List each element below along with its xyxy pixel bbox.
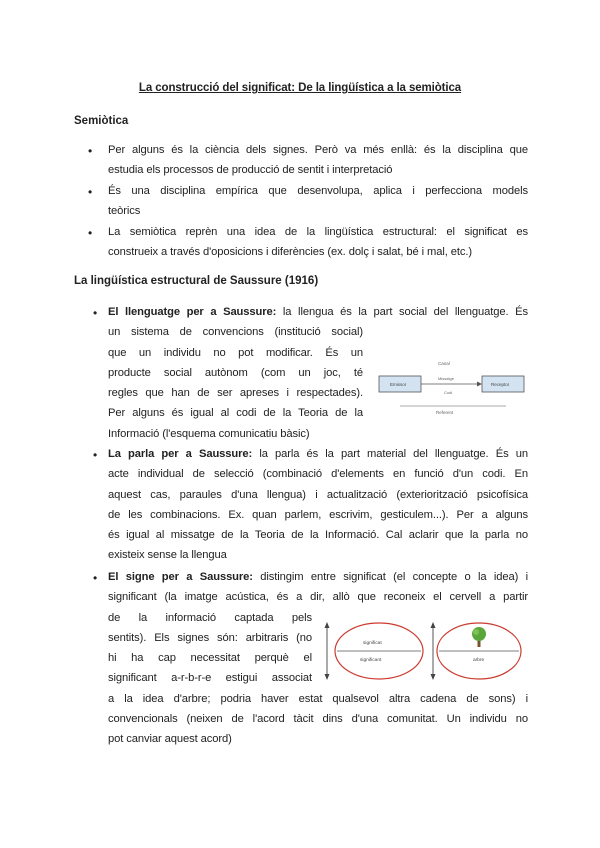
bullet-paragraph — [108, 222, 528, 263]
text-run: la llengua és la part social del llenguatge. És — [276, 306, 528, 318]
text-line: significant a-r-b-r-e estigui associat — [108, 672, 312, 685]
text-line: acte individual de selecció (combinació d'elements en funció d'un codi. En — [108, 468, 528, 481]
text-line: és igual al missatge de la Teoria de la Informació. Cal aclarir que la parla no — [108, 529, 528, 542]
tree-icon — [472, 627, 486, 647]
bold-term: El signe per a Saussure: — [108, 571, 253, 583]
wrapped-paragraph — [108, 608, 312, 689]
emitter-label: Emissor — [390, 382, 407, 387]
sign-diagram-left — [325, 622, 424, 680]
text-line — [108, 567, 528, 587]
text-line — [108, 444, 528, 464]
text-run: distingim entre significat (el concepte o la idea) i — [252, 571, 528, 583]
text-line: La semiòtica reprèn una idea de la lingüística estructural: el significat es — [108, 226, 528, 238]
message-label: Missatge — [438, 376, 455, 381]
text-line: regles que han de ser apreses i respectades). — [108, 387, 363, 400]
wrapped-paragraph — [108, 322, 363, 444]
bullet-icon: • — [88, 226, 93, 240]
bullet-paragraph — [108, 140, 528, 181]
bullet-icon: • — [93, 306, 98, 320]
text-line: construeix a través d'oposicions i diferències (ex. dolç i salat, bé i mal, etc.) — [108, 246, 473, 259]
text-line: de la informació captada pels — [108, 611, 312, 624]
text-line: sentits). Els signes són: arbitraris (no — [108, 631, 312, 644]
text-line: Per alguns és la ciència dels signes. Però va més enllà: és la disciplina que — [108, 144, 528, 156]
text-line: pot canviar aquest acord) — [108, 733, 232, 746]
text-line: de les combinacions. Ex. quan parlem, escrivim, gesticulem...). Per a alguns — [108, 508, 528, 521]
bullet-icon: • — [93, 571, 98, 585]
text-line: que un individu no pot modificar. És un — [108, 346, 363, 359]
text-line: aquest cas, paraules d'una llengua) i actualització (exteriorització psicofísica — [108, 488, 528, 501]
bullet-icon: • — [88, 144, 93, 158]
text-line: teòrics — [108, 205, 141, 218]
text-line: significant (la imatge acústica, és a dir, allò que reconeix el cervell a partir — [108, 591, 528, 604]
bullet-paragraph — [108, 181, 528, 222]
receiver-label: Receptor — [491, 382, 510, 387]
text-line: estudia els processos de producció de sentit i interpretació — [108, 164, 393, 177]
section-heading-saussure: La lingüística estructural de Saussure (1916) — [74, 275, 319, 287]
sign-diagram-right — [431, 622, 522, 680]
bullet-paragraph-parla — [108, 444, 528, 566]
page-title: La construcció del significat: De la lingüística a la semiòtica — [138, 82, 462, 94]
bullet-icon: • — [88, 185, 93, 199]
diagram-top-label: Canal — [438, 361, 450, 366]
arrow-head — [431, 674, 436, 680]
code-label: Codi — [444, 390, 453, 395]
sign-diagram — [319, 614, 529, 686]
tree-word-label: arbre — [473, 658, 485, 663]
bold-term: El llenguatge per a Saussure: — [108, 306, 277, 318]
text-line: existeix sense la llengua — [108, 549, 227, 562]
text-line: hi ha cap necessitat perquè el — [108, 652, 312, 665]
arrow-head — [477, 382, 482, 387]
text-line: És una disciplina empírica que desenvolupa, aplica i perfecciona models — [108, 185, 528, 197]
text-line: a la idea d'arbre; podria haver estat qualsevol altra cadena de sons) i — [108, 692, 528, 705]
bullet-icon: • — [93, 448, 98, 462]
text-line: convencionals (neixen de l'acord tàcit dins d'una comunitat. Un individu no — [108, 713, 528, 726]
signified-label: significat — [363, 641, 382, 646]
referent-label: Referent — [436, 410, 454, 415]
text-line — [108, 302, 528, 322]
bold-term: La parla per a Saussure: — [108, 448, 253, 460]
arrow-head — [431, 622, 436, 628]
text-line: producte social autònom (com un joc, té — [108, 366, 363, 379]
communication-diagram — [372, 356, 532, 418]
text-line: un sistema de convencions (institució social) — [108, 326, 363, 339]
bullet-paragraph-signe — [108, 567, 528, 608]
wrapped-paragraph — [108, 689, 528, 750]
section-heading-semiotica: Semiòtica — [74, 115, 129, 127]
signifier-label: significant — [360, 658, 382, 663]
arrow-head — [325, 674, 330, 680]
text-line: Informació (l'esquema comunicatiu bàsic) — [108, 427, 310, 440]
bullet-paragraph-llenguatge — [108, 302, 528, 322]
text-line: Per alguns és igual al codi de la Teoria de la — [108, 407, 363, 420]
arrow-head — [325, 622, 330, 628]
text-run: la parla és la part material del llenguatge. És un — [252, 448, 528, 460]
